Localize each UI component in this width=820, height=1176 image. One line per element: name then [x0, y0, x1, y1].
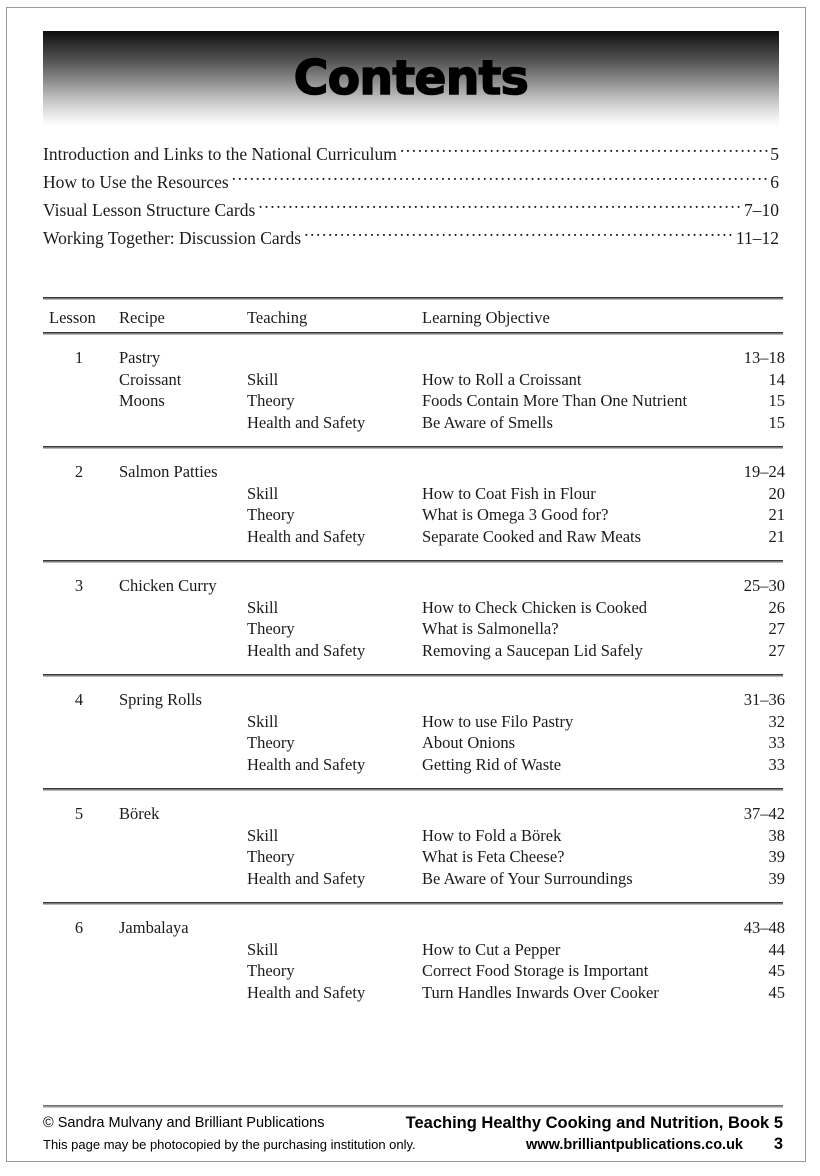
cell-learning-objective: Be Aware of Your Surroundings [422, 868, 633, 888]
cell-learning-objective: How to Roll a Croissant [422, 369, 582, 389]
cell-teaching: Health and Safety [247, 868, 366, 888]
table-row[interactable] [43, 563, 783, 674]
toc-entry-page: 7–10 [744, 200, 779, 220]
cell-learning-objective: How to Check Chicken is Cooked [422, 597, 648, 617]
cell-lesson-number: 4 [74, 690, 84, 709]
toc-leader-dots [232, 171, 770, 189]
cell-page: 15 [768, 412, 785, 432]
cell-recipe: Pastry [119, 348, 161, 367]
cell-learning-objective: How to use Filo Pastry [422, 711, 574, 731]
toc-entry[interactable] [43, 196, 779, 224]
cell-page-range: 13–18 [743, 348, 785, 367]
toc-entry-label: Visual Lesson Structure Cards [43, 200, 256, 220]
footer-book-title: Teaching Healthy Cooking and Nutrition, Book 5 [405, 1114, 783, 1132]
cell-teaching: Health and Safety [247, 640, 366, 660]
cell-teaching: Theory [247, 391, 295, 410]
cell-page: 26 [768, 597, 785, 617]
cell-learning-objective: Be Aware of Smells [422, 412, 553, 432]
cell-page: 15 [768, 391, 785, 410]
cell-learning-objective: Turn Handles Inwards Over Cooker [422, 982, 659, 1002]
document-page [6, 7, 806, 1162]
cell-learning-objective: Getting Rid of Waste [422, 754, 562, 774]
toc-entry-page: 5 [770, 144, 779, 164]
footer-website: www.brilliantpublications.co.uk [526, 1137, 743, 1153]
table-row[interactable] [43, 449, 783, 560]
cell-learning-objective: About Onions [422, 733, 516, 752]
cell-lesson-number: 3 [74, 576, 84, 595]
cell-learning-objective: What is Omega 3 Good for? [422, 505, 609, 524]
toc-entry-label: Introduction and Links to the National Curriculum [43, 144, 397, 164]
toc-entry[interactable] [43, 140, 779, 168]
page-footer [43, 1105, 783, 1163]
cell-learning-objective: What is Feta Cheese? [422, 847, 565, 866]
cell-recipe: Croissant [119, 369, 182, 389]
cell-recipe: Moons [119, 391, 165, 410]
toc-entry[interactable] [43, 168, 779, 196]
cell-teaching: Skill [247, 369, 279, 389]
cell-learning-objective: Separate Cooked and Raw Meats [422, 526, 642, 546]
cell-learning-objective: Removing a Saucepan Lid Safely [422, 640, 643, 660]
cell-learning-objective: How to Fold a Börek [422, 825, 562, 845]
cell-lesson-number: 2 [74, 462, 84, 481]
toc-leader-dots [400, 143, 769, 161]
cell-recipe: Jambalaya [119, 918, 189, 937]
cell-learning-objective: Correct Food Storage is Important [422, 961, 649, 980]
cell-page-range: 31–36 [743, 690, 785, 709]
cell-page: 27 [768, 619, 785, 638]
cell-page: 33 [768, 733, 785, 752]
cell-teaching: Health and Safety [247, 526, 366, 546]
cell-lesson-number: 5 [74, 804, 84, 823]
column-header-objective: Learning Objective [422, 308, 550, 327]
footer-photocopy-notice: This page may be photocopied by the purchasing institution only. [43, 1137, 416, 1152]
cell-teaching: Skill [247, 483, 279, 503]
cell-lesson-number: 6 [74, 918, 84, 937]
cell-teaching: Health and Safety [247, 412, 366, 432]
cell-teaching: Health and Safety [247, 754, 366, 774]
cell-page: 44 [768, 939, 785, 959]
cell-page: 39 [768, 868, 785, 888]
cell-lesson-number: 1 [74, 348, 84, 367]
cell-teaching: Theory [247, 733, 295, 752]
cell-teaching: Skill [247, 939, 279, 959]
footer-rule [43, 1105, 783, 1108]
footer-copyright: © Sandra Mulvany and Brilliant Publications [43, 1115, 325, 1131]
cell-teaching: Skill [247, 711, 279, 731]
cell-page: 20 [768, 483, 785, 503]
cell-recipe: Chicken Curry [119, 576, 217, 595]
table-body [43, 335, 783, 1016]
toc-entry-label: Working Together: Discussion Cards [43, 228, 302, 248]
cell-learning-objective: What is Salmonella? [422, 619, 559, 638]
toc-entry-label: How to Use the Resources [43, 172, 229, 192]
table-row[interactable] [43, 791, 783, 902]
table-header-row [43, 300, 783, 332]
toc-entry-page: 11–12 [735, 228, 779, 248]
cell-page-range: 19–24 [743, 462, 785, 481]
cell-learning-objective: How to Coat Fish in Flour [422, 483, 596, 503]
cell-learning-objective: Foods Contain More Than One Nutrient [422, 391, 688, 410]
cell-recipe: Salmon Patties [119, 462, 218, 481]
cell-teaching: Theory [247, 847, 295, 866]
toc-leader-dots [258, 199, 743, 217]
table-row[interactable] [43, 677, 783, 788]
cell-teaching: Theory [247, 505, 295, 524]
lesson-table [43, 297, 783, 1016]
cell-teaching: Theory [247, 619, 295, 638]
cell-teaching: Skill [247, 597, 279, 617]
toc-entry[interactable] [43, 224, 779, 252]
column-header-lesson: Lesson [49, 308, 96, 327]
cell-page: 33 [768, 754, 785, 774]
cell-page-range: 25–30 [743, 576, 785, 595]
cell-recipe: Börek [119, 804, 160, 823]
cell-teaching: Health and Safety [247, 982, 366, 1002]
cell-page-range: 43–48 [743, 918, 785, 937]
cell-learning-objective: How to Cut a Pepper [422, 939, 561, 959]
column-header-recipe: Recipe [119, 308, 165, 327]
cell-page: 45 [768, 961, 785, 980]
page-title: Contents [293, 51, 529, 106]
table-row[interactable] [43, 905, 783, 1016]
toc-leader-dots [304, 227, 735, 245]
cell-teaching: Skill [247, 825, 279, 845]
cell-page: 21 [768, 526, 785, 546]
cell-teaching: Theory [247, 961, 295, 980]
toc-entry-page: 6 [770, 172, 779, 192]
column-header-teaching: Teaching [247, 308, 308, 327]
cell-page-range: 37–42 [743, 804, 785, 823]
cell-page: 27 [768, 640, 785, 660]
cell-page: 32 [768, 711, 785, 731]
cell-recipe: Spring Rolls [119, 690, 202, 709]
footer-page-number: 3 [773, 1135, 783, 1153]
cell-page: 38 [768, 825, 785, 845]
table-of-contents [43, 140, 779, 252]
cell-page: 45 [768, 982, 785, 1002]
table-row[interactable] [43, 335, 783, 446]
cell-page: 14 [768, 369, 785, 389]
cell-page: 21 [768, 505, 785, 524]
header-banner [43, 31, 779, 126]
cell-page: 39 [768, 847, 785, 866]
